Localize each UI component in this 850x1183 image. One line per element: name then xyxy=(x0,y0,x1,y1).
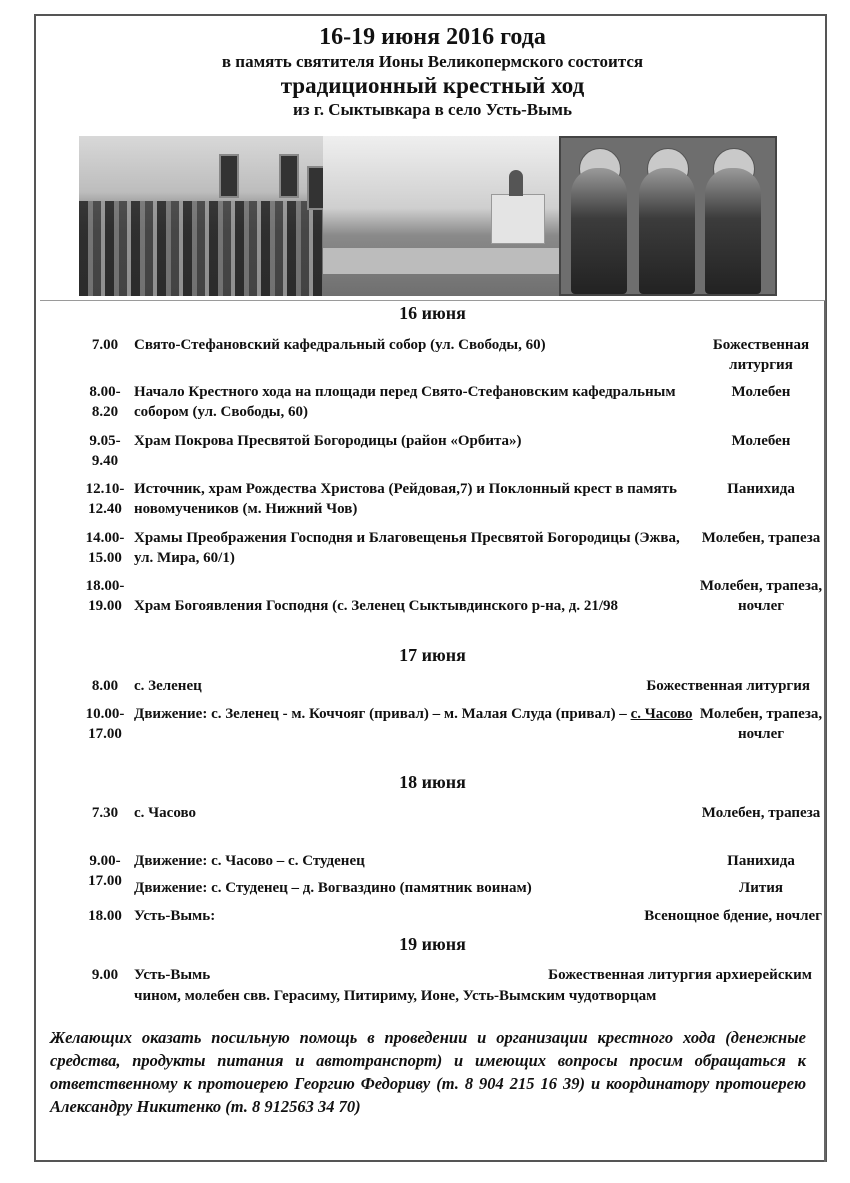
row-time: 8.00- 8.20 xyxy=(89,384,121,420)
row-time: 7.00 xyxy=(91,337,119,353)
divider xyxy=(40,300,825,301)
row-place: Храм Богоявления Господня (с. Зеленец Сыктывдинского р-на, д. 21/98 xyxy=(134,598,619,614)
row-time: 9.00- 17.00 xyxy=(88,853,122,889)
day-heading: 17 июня xyxy=(399,645,466,665)
event-title: традиционный крестный ход xyxy=(280,73,585,98)
subtitle-memory: в память святителя Ионы Великопермского состоится xyxy=(221,52,644,71)
row-service: Молебен xyxy=(731,384,791,400)
row-service: Молебен, трапеза xyxy=(701,805,821,821)
row-place: с. Зеленец xyxy=(134,678,202,694)
row-place: с. Часово xyxy=(134,805,196,821)
row-place: Источник, храм Рождества Христова (Рейдовая,7) и Поклонный крест в память новомучеников (м. Нижний Чов) xyxy=(134,481,677,517)
row-service: Божественная литургия xyxy=(712,337,810,373)
row-time: 18.00- 19.00 xyxy=(85,578,125,614)
row-service: Божественная литургия xyxy=(646,678,810,694)
row-time: 14.00- 15.00 xyxy=(85,530,125,566)
row-time: 9.05- 9.40 xyxy=(89,433,121,469)
row-service: Молебен, трапеза, ночлег xyxy=(699,578,823,614)
route-subtitle: из г. Сыктывкара в село Усть-Вымь xyxy=(293,100,572,119)
row-time: 10.00- 17.00 xyxy=(85,706,125,742)
header xyxy=(40,22,825,120)
contact-note: Желающих оказать посильную помощь в проведении и организации крестного хода (денежные средства, продукты питания и автотранспорт) и имеющих вопросы просим обращаться к ответственному к протоиерею Георгию Федориву (т. 8 904 215 16 39) и координатору протоиерею Александру Никитенко (т. 8 912563 34 70) xyxy=(50,1028,806,1116)
icon-of-saints xyxy=(559,136,777,296)
day-heading: 19 июня xyxy=(399,934,466,954)
row-place: Начало Крестного хода на площади перед Свято-Стефановским кафедральным собором (ул. Свободы, 60) xyxy=(134,384,676,420)
underlined-destination: с. Часово xyxy=(630,706,693,722)
row-time: 12.10- 12.40 xyxy=(85,481,125,517)
row-service: Всенощное бдение, ночлег xyxy=(644,908,822,924)
procession-photo xyxy=(79,136,323,296)
row-service: Панихида xyxy=(727,481,795,497)
row-place: Движение: с. Зеленец - м. Коччояг (привал) – м. Малая Слуда (привал) – с. Часово xyxy=(134,706,693,722)
row-service: Божественная литургия архиерейским xyxy=(548,967,812,983)
row-place: Храмы Преображения Господня и Благовещенья Пресвятой Богородицы (Эжва, ул. Мира, 60/1) xyxy=(134,530,680,566)
row-place: Движение: с. Часово – с. Студенец xyxy=(134,853,365,869)
row-service: Молебен xyxy=(731,433,791,449)
photo-strip xyxy=(79,136,777,296)
row-time: 7.30 xyxy=(91,805,119,821)
row-service: Молебен, трапеза xyxy=(701,530,821,546)
row-place-continuation: чином, молебен свв. Герасиму, Питириму, Ионе, Усть-Вымским чудотворцам xyxy=(134,988,657,1004)
row-place: Свято-Стефановский кафедральный собор (ул. Свободы, 60) xyxy=(134,337,546,353)
row-time: 8.00 xyxy=(91,678,119,694)
village-church-photo xyxy=(323,136,559,296)
row-time: 18.00 xyxy=(88,908,122,924)
row-service: Молебен, трапеза, ночлег xyxy=(699,706,823,742)
day-heading: 16 июня xyxy=(399,303,466,323)
row-service: Панихида xyxy=(727,853,795,869)
row-place: Усть-Вымь xyxy=(134,967,211,983)
day-heading: 18 июня xyxy=(399,772,466,792)
row-place: Движение: с. Студенец – д. Вогваздино (памятник воинам) xyxy=(134,880,532,896)
row-place: Усть-Вымь: xyxy=(134,908,216,924)
row-place: Храм Покрова Пресвятой Богородицы (район «Орбита») xyxy=(134,433,522,449)
row-service: Лития xyxy=(739,880,783,896)
row-time: 9.00 xyxy=(91,967,119,983)
event-date: 16-19 июня 2016 года xyxy=(319,24,546,50)
